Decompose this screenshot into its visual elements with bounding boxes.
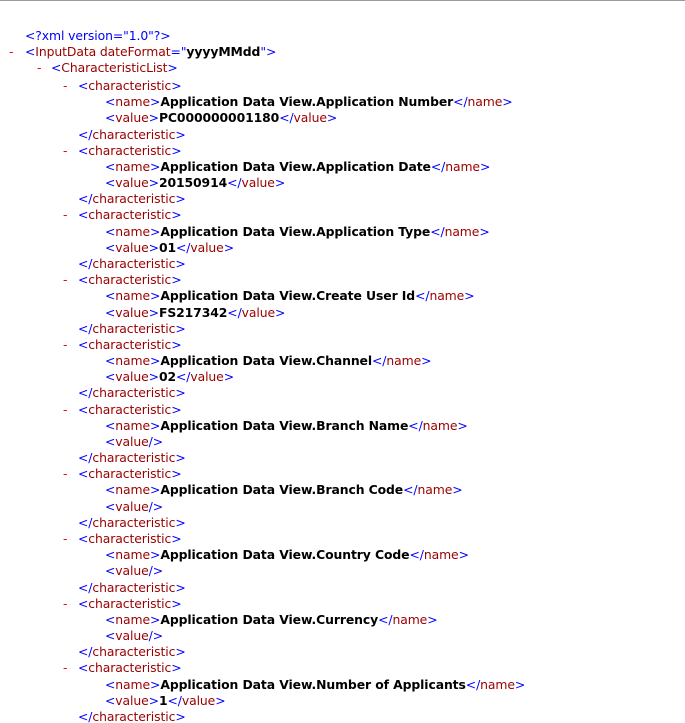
collapse-toggle-characteristic[interactable]: - (63, 660, 68, 675)
value-tag-name: value (115, 175, 149, 190)
value-close-tag-name: value (190, 369, 224, 384)
characteristic-name-value: Application Data View.Application Date (160, 159, 431, 174)
characteristic-close-tag: </characteristic> (78, 515, 186, 530)
root-tag-name: InputData (35, 44, 97, 59)
name-close-tag-name: name (386, 353, 422, 368)
name-close-tag-name: name (445, 159, 480, 174)
collapse-toggle-list[interactable]: - (37, 60, 42, 75)
value-empty-tag-name: value (115, 563, 149, 578)
characteristic-close-tag: </characteristic> (78, 191, 186, 206)
value-empty-tag-name: value (115, 434, 149, 449)
value-element: <value>PC000000001180</value> (105, 110, 338, 125)
value-element: <value/> (105, 499, 164, 514)
value-close-tag-name: value (241, 175, 275, 190)
characteristic-close-tag: </characteristic> (78, 709, 186, 723)
value-close-tag-name: value (181, 693, 216, 708)
collapse-toggle-characteristic[interactable]: - (63, 531, 68, 546)
name-tag-name: name (115, 612, 151, 627)
collapse-toggle-characteristic[interactable]: - (63, 337, 68, 352)
name-close-tag-name: name (422, 418, 458, 433)
characteristic-open-tag: <characteristic> (78, 337, 182, 352)
characteristic-close-tag-name: characteristic (92, 385, 176, 400)
value-tag-name: value (115, 305, 149, 320)
characteristic-value: 01 (158, 240, 176, 255)
characteristic-tag-name: characteristic (88, 143, 172, 158)
list-open-tag: <CharacteristicList> (51, 60, 178, 75)
collapse-toggle-characteristic[interactable]: - (63, 78, 68, 93)
value-close-tag-name: value (241, 305, 275, 320)
name-close-tag-name: name (467, 94, 503, 109)
name-element: <name>Application Data View.Currency</name> (105, 612, 438, 627)
characteristic-close-tag: </characteristic> (78, 127, 186, 142)
characteristic-close-tag-name: characteristic (92, 515, 176, 530)
characteristic-tag-name: characteristic (88, 207, 172, 222)
name-tag-name: name (115, 159, 151, 174)
characteristic-close-tag-name: characteristic (92, 450, 176, 465)
root-attr-name: dateFormat (99, 44, 171, 59)
name-tag-name: name (115, 418, 151, 433)
name-tag-name: name (115, 677, 151, 692)
pi-target: xml (41, 28, 65, 43)
characteristic-tag-name: characteristic (88, 466, 172, 481)
value-element: <value>02</value> (105, 369, 235, 384)
characteristic-name-value: Application Data View.Channel (160, 353, 372, 368)
characteristic-open-tag: <characteristic> (78, 207, 182, 222)
name-close-tag-name: name (429, 288, 465, 303)
name-element: <name>Application Data View.Number of Applicants</name> (105, 677, 526, 692)
characteristic-close-tag: </characteristic> (78, 256, 186, 271)
name-tag-name: name (115, 482, 151, 497)
name-element: <name>Application Data View.Branch Name</name> (105, 418, 468, 433)
name-tag-name: name (115, 353, 151, 368)
characteristic-tag-name: characteristic (88, 272, 172, 287)
characteristic-name-value: Application Data View.Branch Code (160, 482, 404, 497)
characteristic-close-tag: </characteristic> (78, 580, 186, 595)
pi-close: ?> (153, 28, 171, 43)
characteristic-open-tag: <characteristic> (78, 466, 182, 481)
characteristic-tag-name: characteristic (88, 337, 172, 352)
value-element: <value/> (105, 563, 164, 578)
name-tag-name: name (115, 94, 151, 109)
characteristic-open-tag: <characteristic> (78, 596, 182, 611)
characteristic-tag-name: characteristic (88, 78, 172, 93)
characteristic-close-tag-name: characteristic (92, 321, 176, 336)
characteristic-value: FS217342 (158, 305, 228, 320)
characteristic-name-value: Application Data View.Currency (160, 612, 379, 627)
value-element: <value/> (105, 434, 164, 449)
value-close-tag-name: value (293, 110, 327, 125)
value-empty-tag-name: value (115, 628, 149, 643)
value-tag-name: value (115, 110, 149, 125)
value-element: <value>20150914</value> (105, 175, 286, 190)
name-element: <name>Application Data View.Country Code</name> (105, 547, 469, 562)
name-element: <name>Application Data View.Branch Code</name> (105, 482, 463, 497)
characteristic-open-tag: <characteristic> (78, 660, 182, 675)
characteristic-close-tag-name: characteristic (92, 580, 176, 595)
collapse-toggle-root[interactable]: - (9, 44, 14, 59)
value-empty-tag-name: value (115, 499, 149, 514)
value-tag-name: value (115, 240, 149, 255)
name-close-tag-name: name (423, 547, 459, 562)
name-element: <name>Application Data View.Application Date</name> (105, 159, 491, 174)
root-attr-value: yyyyMMdd (186, 44, 261, 59)
characteristic-value: PC000000001180 (158, 110, 280, 125)
characteristic-open-tag: <characteristic> (78, 143, 182, 158)
characteristic-tag-name: characteristic (88, 402, 172, 417)
collapse-toggle-characteristic[interactable]: - (63, 402, 68, 417)
name-close-tag-name: name (417, 482, 453, 497)
characteristic-name-value: Application Data View.Create User Id (160, 288, 416, 303)
name-element: <name>Application Data View.Create User Id</name> (105, 288, 475, 303)
characteristic-close-tag: </characteristic> (78, 644, 186, 659)
value-element: <value/> (105, 628, 164, 643)
name-close-tag-name: name (480, 677, 515, 692)
value-element: <value>01</value> (105, 240, 235, 255)
characteristic-tag-name: characteristic (88, 596, 172, 611)
characteristic-open-tag: <characteristic> (78, 78, 182, 93)
characteristic-value: 1 (158, 693, 168, 708)
characteristic-open-tag: <characteristic> (78, 272, 182, 287)
xml-declaration-text: <?xml version="1.0"?> (25, 28, 171, 43)
characteristic-name-value: Application Data View.Application Type (160, 224, 431, 239)
characteristic-close-tag-name: characteristic (92, 644, 176, 659)
pi-value: 1.0 (128, 28, 149, 43)
characteristic-value: 20150914 (158, 175, 228, 190)
name-element: <name>Application Data View.Channel</name> (105, 353, 432, 368)
collapse-toggle-characteristic[interactable]: - (63, 143, 68, 158)
characteristic-name-value: Application Data View.Number of Applicants (160, 677, 466, 692)
collapse-toggle-characteristic[interactable]: - (63, 466, 68, 481)
characteristic-close-tag-name: characteristic (92, 127, 176, 142)
pi-attr: version (68, 28, 113, 43)
list-tag-name: CharacteristicList (61, 60, 168, 75)
pi-open: <? (25, 28, 42, 43)
characteristic-tag-name: characteristic (88, 660, 172, 675)
value-element: <value>1</value> (105, 693, 226, 708)
characteristic-close-tag: </characteristic> (78, 385, 186, 400)
characteristic-name-value: Application Data View.Branch Name (160, 418, 409, 433)
characteristic-name-value: Application Data View.Application Number (160, 94, 454, 109)
characteristic-close-tag: </characteristic> (78, 321, 186, 336)
name-tag-name: name (115, 547, 151, 562)
root-open-tag: <InputData dateFormat="yyyyMMdd"> (25, 44, 277, 59)
characteristic-open-tag: <characteristic> (78, 402, 182, 417)
collapse-toggle-characteristic[interactable]: - (63, 596, 68, 611)
name-close-tag-name: name (392, 612, 428, 627)
name-tag-name: name (115, 288, 151, 303)
value-tag-name: value (115, 369, 149, 384)
name-element: <name>Application Data View.Application Number</name> (105, 94, 513, 109)
value-tag-name: value (115, 693, 149, 708)
characteristic-close-tag-name: characteristic (92, 191, 176, 206)
collapse-toggle-characteristic[interactable]: - (63, 272, 68, 287)
characteristic-tag-name: characteristic (88, 531, 172, 546)
name-tag-name: name (115, 224, 151, 239)
characteristic-open-tag: <characteristic> (78, 531, 182, 546)
characteristic-close-tag: </characteristic> (78, 450, 186, 465)
characteristic-value: 02 (158, 369, 176, 384)
name-element: <name>Application Data View.Application Type</name> (105, 224, 490, 239)
characteristic-close-tag-name: characteristic (92, 256, 176, 271)
collapse-toggle-characteristic[interactable]: - (63, 207, 68, 222)
name-close-tag-name: name (444, 224, 480, 239)
value-element: <value>FS217342</value> (105, 305, 286, 320)
characteristic-name-value: Application Data View.Country Code (160, 547, 410, 562)
characteristic-close-tag-name: characteristic (92, 709, 176, 723)
value-close-tag-name: value (190, 240, 224, 255)
